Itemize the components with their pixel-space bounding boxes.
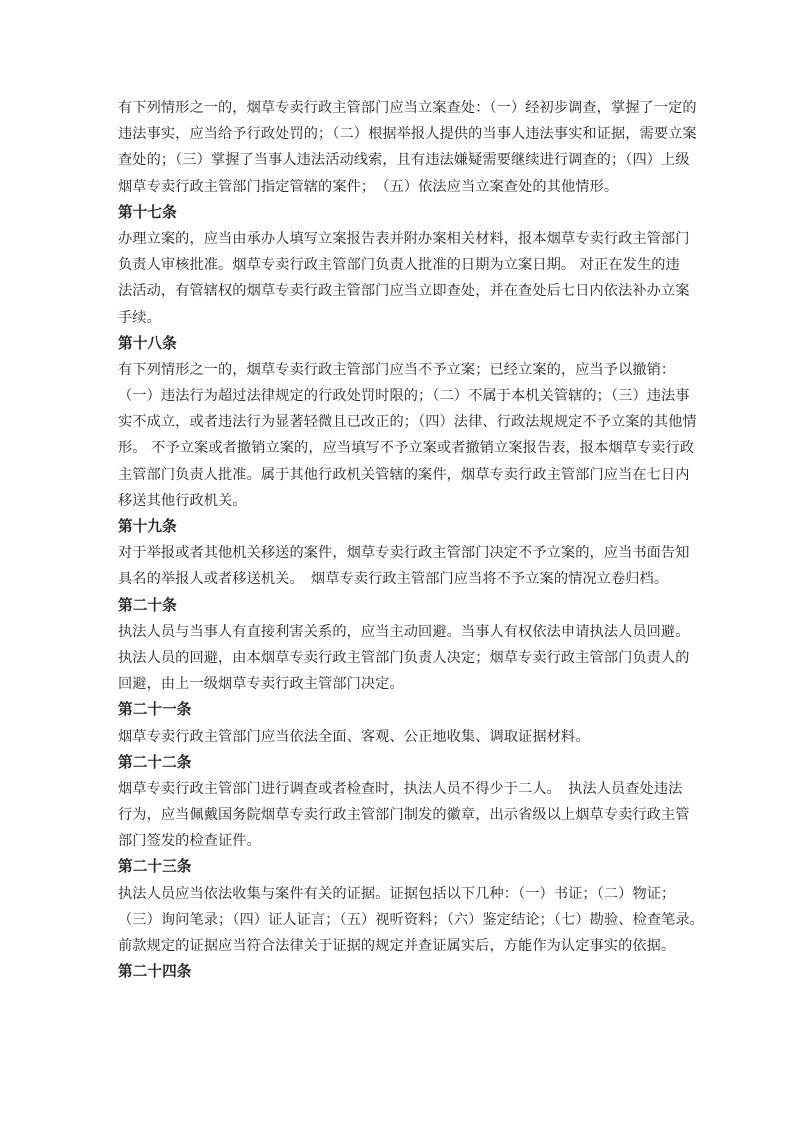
body-text-line: 回避，由上一级烟草专卖行政主管部门决定。: [118, 676, 404, 693]
body-text-line: 对于举报或者其他机关移送的案件，烟草专卖行政主管部门决定不予立案的，应当书面告知: [118, 545, 690, 562]
article-heading: 第二十三条: [118, 858, 192, 876]
body-text-line: 负责人审核批准。烟草专卖行政主管部门负责人批准的日期为立案日期。 对正在发生的违: [118, 257, 680, 274]
body-text-line: 部门签发的检查证件。: [118, 833, 261, 850]
body-text-line: 主管部门负责人批准。属于其他行政机关管辖的案件，烟草专卖行政主管部门应当在七日内: [118, 466, 690, 483]
article-heading: 第二十一条: [118, 701, 192, 719]
body-text-line: 有下列情形之一的，烟草专卖行政主管部门应当不予立案；已经立案的，应当予以撤销：: [118, 361, 676, 378]
body-text-line: 烟草专卖行政主管部门应当依法全面、客观、公正地收集、调取证据材料。: [118, 728, 590, 745]
body-text-line: 形。 不予立案或者撤销立案的，应当填写不予立案或者撤销立案报告表，报本烟草专卖行政: [118, 440, 695, 457]
body-text-line: （三）询问笔录；（四）证人证言；（五）视听资料；（六）鉴定结论；（七）勘验、检查笔录。: [118, 911, 704, 928]
body-text-line: 法活动，有管辖权的烟草专卖行政主管部门应当立即查处，并在查处后七日内依法补办立案: [118, 283, 690, 300]
body-text-line: 具名的举报人或者移送机关。 烟草专卖行政主管部门应当将不予立案的情况立卷归档。: [118, 571, 669, 588]
body-text-line: 查处的；（三）掌握了当事人违法活动线索，且有违法嫌疑需要继续进行调查的；（四）上级: [118, 152, 690, 169]
body-text-line: 违法事实，应当给予行政处罚的；（二）根据举报人提供的当事人违法事实和证据，需要立案: [118, 126, 697, 143]
body-text-line: 有下列情形之一的，烟草专卖行政主管部门应当立案查处：（一）经初步调查，掌握了一定的: [118, 100, 697, 116]
body-text-line: 执法人员的回避，由本烟草专卖行政主管部门负责人决定；烟草专卖行政主管部门负责人的: [118, 649, 690, 666]
body-text-line: 烟草专卖行政主管部门进行调查或者检查时，执法人员不得少于二人。 执法人员查处违法: [118, 780, 683, 797]
article-heading: 第二十二条: [118, 753, 192, 771]
body-text-line: （一）违法行为超过法律规定的行政处罚时限的；（二）不属于本机关管辖的；（三）违法事: [118, 388, 690, 405]
body-text-line: 移送其他行政机关。: [118, 492, 247, 509]
article-heading: 第十七条: [118, 203, 177, 221]
body-text-line: 执法人员应当依法收集与案件有关的证据。证据包括以下几种：（一）书证；（二）物证；: [118, 885, 676, 902]
article-heading: 第十九条: [118, 518, 177, 535]
body-text-line: 烟草专卖行政主管部门指定管辖的案件； （五）依法应当立案查处的其他情形。: [118, 178, 619, 195]
article-heading: 第二十四条: [118, 963, 192, 981]
body-text-line: 办理立案的，应当由承办人填写立案报告表并附办案相关材料，报本烟草专卖行政主管部门: [118, 230, 690, 247]
body-text-line: 手续。: [118, 309, 161, 326]
body-text-line: 执法人员与当事人有直接利害关系的，应当主动回避。当事人有权依法申请执法人员回避。: [118, 623, 690, 640]
article-heading: 第十八条: [118, 334, 177, 352]
body-text-line: 实不成立，或者违法行为显著轻微且已改正的；（四）法律、行政法规规定不予立案的其他情: [118, 414, 697, 431]
body-text-line: 行为，应当佩戴国务院烟草专卖行政主管部门制发的徽章，出示省级以上烟草专卖行政主管: [118, 807, 690, 824]
body-text-line: 前款规定的证据应当符合法律关于证据的规定并查证属实后，方能作为认定事实的依据。: [118, 938, 676, 954]
article-heading: 第二十条: [118, 596, 177, 614]
